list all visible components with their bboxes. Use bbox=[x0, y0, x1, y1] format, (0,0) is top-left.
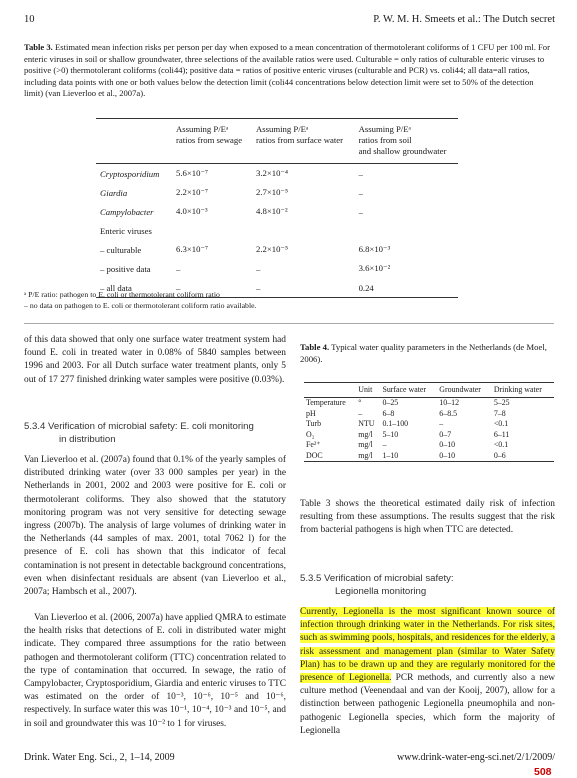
legionella-paragraph bbox=[300, 606, 555, 738]
table3-cell bbox=[252, 221, 355, 240]
table4-cell: 0.1–100 bbox=[382, 419, 409, 428]
table4-label: Table 4. bbox=[300, 342, 330, 352]
table4-cell: – bbox=[382, 440, 387, 449]
table4-row-label: Fe²⁺ bbox=[306, 440, 321, 449]
table3-row-label: – culturable bbox=[100, 244, 142, 255]
page-stamp: 508 bbox=[534, 766, 552, 778]
table3-cell: 6.8×10⁻³ bbox=[358, 244, 391, 254]
table4-cell: – bbox=[358, 408, 363, 418]
legionella-continuation: PCR methods, and currently also a new culture method (Veenendaal and van der Kooij, 2007), allow for a distinction between pathogenic Legionella pneumophila and non-pathogenic Legionella species, which form the majority of Legionella bbox=[300, 673, 555, 736]
table4-cell: <0.1 bbox=[493, 440, 509, 449]
table3-row-label: Giardia bbox=[100, 187, 128, 198]
table3-cell: 6.3×10⁻⁷ bbox=[176, 244, 209, 254]
table3-cell: 3.6×10⁻² bbox=[358, 263, 391, 273]
table3-cell bbox=[172, 221, 252, 240]
table4-cell: 6–8 bbox=[382, 408, 395, 418]
table3-cell: – bbox=[358, 187, 363, 198]
table4-row bbox=[304, 409, 554, 420]
table3-cell: – bbox=[255, 263, 261, 274]
table3-caption-text: Estimated mean infection risks per person per day when exposed to a mean concentration of thermotolerant coliforms of 1 CFU per 100 ml. For enteric viruses in soil or shallow groundwater, three selections of the available ratios were used. Culturable = only ratios of culturable enteric viruses to positive (>0) thermotolerant coliforms (coli44); positive data = ratios of positive enteric viruses (culturable and PCR) vs. coli44; all data=all ratios, including data points with one or both values below the detection limit (coli44 concentrations below detection limit were set to 50% of the detection limit) (van Lieverloo et al., 2007a). bbox=[24, 42, 550, 99]
table4 bbox=[304, 382, 554, 462]
table3-row-label: – all data bbox=[100, 282, 132, 293]
table3-row-label: Cryptosporidium bbox=[100, 168, 160, 179]
left-para-1: of this data showed that only one surface water treatment system had found E. coli in treated water in 0.08% of 5840 samples between 1996 and 2003. For all Dutch surface water treatment plants, only 5 out of 17 277 finished drinking water samples were positive (0.03%). bbox=[24, 335, 286, 385]
table3-cell: 4.0×10⁻³ bbox=[176, 206, 208, 216]
table3-row bbox=[96, 202, 458, 221]
table4-cell: 0–25 bbox=[382, 398, 399, 407]
table4-cell: – bbox=[439, 419, 444, 428]
table4-caption-text: Typical water quality parameters in the Netherlands (de Moel, 2006). bbox=[300, 342, 547, 364]
left-para-3: Van Lieverloo et al. (2006, 2007a) have applied QMRA to estimate the health risks that detections of E. coli in distributed water might indicate. They compared three assumptions for the ratio between pathogen and thermotolerant coliform (TTC) concentration related to the type of contamination that occurred. In sewage, the ratio of Campylobacter, Cryptosporidium, Giardia and enteric viruses to TTC was estimated on the order of 10⁻³, 10⁻⁶, 10⁻⁵ and 10⁻⁶, respectively. In surface water this was 10⁻¹, 10⁻⁴, 10⁻³ and 10⁻⁵, and in soil and groundwater this was 10⁻² to 1 for viruses. bbox=[24, 613, 287, 729]
table4-row bbox=[304, 440, 554, 451]
table3-cell: 5.6×10⁻⁷ bbox=[176, 168, 209, 178]
left-para-2: Van Lieverloo et al. (2007a) found that 0.1% of the yearly samples of distributed drinking water (over 33 000 samples per year) in the Netherlands in 2001, 2002 and 2003 were positive for E. coli or thermotolerant coliforms. They also showed that the statutory monitoring program was not very sensitive for detecting sewage ingress (2007b). The analysis of large volumes of drinking water in the Netherlands (44 samples of max. 2001, total 7062 l) for the presence of E. coli has shown that this indicator of fecal contamination is not present in detectable background concentrations, even when disinfectant residuals are absent (van Lieverloo et al., 2007a; Hambsch et al., 2007). bbox=[24, 455, 286, 598]
table3-row-label: Enteric viruses bbox=[100, 225, 152, 236]
right-para-1: Table 3 shows the theoretical estimated daily risk of infection resulting from these assumptions. The results suggest that the risk from bacterial pathogens is high when TTC are detected. bbox=[300, 499, 555, 536]
table3-row bbox=[96, 164, 458, 184]
table4-row bbox=[304, 451, 554, 462]
highlighted-text: Currently, Legionella is the most significant known source of infection through drinking water in the Netherlands. For risk sites, such as swimming pools, hospitals, and residences for the elderly, a risk assessment and management plan (similar to Water Safety Plan) has to be drawn up and they are regularly monitored for the presence of Legionella. bbox=[300, 607, 555, 684]
table3-col-surface: Assuming P/Eᵃ ratios from surface water bbox=[255, 124, 344, 145]
table4-cell: 6–8.5 bbox=[439, 408, 458, 418]
table3-cell: 2.7×10⁻⁵ bbox=[255, 187, 289, 197]
table3-cell: – bbox=[176, 282, 181, 293]
table4-col-param bbox=[304, 383, 356, 398]
table4-cell: ° bbox=[358, 398, 362, 407]
table4-cell: 0–10 bbox=[439, 450, 456, 460]
table4-cell: 6–11 bbox=[493, 429, 510, 439]
section-5-3-5-heading: 5.3.5 Verification of microbial safety: Legionella monitoring bbox=[300, 573, 454, 597]
table3-cell: 2.2×10⁻⁷ bbox=[176, 187, 209, 197]
table4-col-surface: Surface water bbox=[382, 385, 427, 394]
table3-corner bbox=[96, 119, 172, 164]
table4-cell: 0–6 bbox=[493, 450, 506, 460]
table4-col-drinking: Drinking water bbox=[493, 385, 542, 394]
table4-cell: NTU bbox=[358, 419, 375, 428]
section-5-3-4-heading: 5.3.4 Verification of microbial safety: E. coli monitoring in distribution bbox=[24, 421, 254, 445]
table4-cell: mg/l bbox=[358, 440, 373, 449]
section-divider bbox=[24, 323, 554, 324]
table3-cell: – bbox=[358, 206, 363, 217]
table3-cell: – bbox=[176, 263, 181, 274]
table3-cell: – bbox=[358, 168, 363, 179]
table4-cell: 5–25 bbox=[493, 398, 510, 407]
table4-header-row bbox=[304, 383, 554, 398]
table3-row-label: Campylobacter bbox=[100, 206, 154, 217]
table3-caption bbox=[24, 42, 554, 100]
table3-row bbox=[96, 240, 458, 259]
table4-cell: mg/l bbox=[358, 450, 373, 460]
table4-cell: 7–8 bbox=[493, 408, 506, 418]
table3 bbox=[96, 118, 458, 298]
table3-cell bbox=[355, 221, 458, 240]
footer-journal: Drink. Water Eng. Sci., 2, 1–14, 2009 bbox=[24, 752, 175, 763]
table3-cell: 3.2×10⁻⁴ bbox=[255, 168, 289, 178]
table4-row-label: Temperature bbox=[306, 398, 346, 407]
footer-url: www.drink-water-eng-sci.net/2/1/2009/ bbox=[397, 752, 555, 763]
table4-row-label: pH bbox=[306, 408, 316, 418]
table4-cell: 0–7 bbox=[439, 429, 452, 439]
table3-cell: – bbox=[255, 282, 261, 293]
table4-caption bbox=[300, 342, 556, 365]
table4-row-label: DOC bbox=[306, 450, 323, 460]
table3-footnote-a: ᵃ P/E ratio: pathogen to E. coli or thermotolerant coliform ratio bbox=[24, 290, 220, 299]
table3-col-soil: Assuming P/Eᵃ ratios from soil and shallow groundwater bbox=[358, 124, 447, 156]
page-number: 10 bbox=[24, 14, 35, 25]
table3-header-row bbox=[96, 119, 458, 164]
table3-row bbox=[96, 259, 458, 278]
table4-row bbox=[304, 419, 554, 430]
table4-cell: 0–10 bbox=[439, 440, 456, 449]
table3-label: Table 3. bbox=[24, 42, 53, 52]
table3-row bbox=[96, 183, 458, 202]
table3-cell: 4.8×10⁻² bbox=[255, 206, 288, 216]
table4-row-label: O₂ bbox=[306, 429, 315, 439]
table4-cell: 1–10 bbox=[382, 450, 399, 460]
table4-row bbox=[304, 398, 554, 409]
table4-cell: <0.1 bbox=[493, 419, 509, 428]
table3-footnote-b: – no data on pathogen to E. coli or thermotolerant coliform ratio available. bbox=[24, 301, 257, 310]
table4-cell: 10–12 bbox=[439, 398, 460, 407]
table3-cell: 0.24 bbox=[358, 282, 374, 293]
table4-col-unit: Unit bbox=[358, 385, 373, 394]
table3-row-label: – positive data bbox=[100, 263, 151, 274]
table4-row bbox=[304, 430, 554, 441]
table4-row-label: Turb bbox=[306, 419, 322, 428]
table4-col-ground: Groundwater bbox=[439, 385, 481, 394]
table4-cell: 5–10 bbox=[382, 429, 399, 439]
table3-col-sewage: Assuming P/Eᵃ ratios from sewage bbox=[176, 124, 243, 145]
running-head: P. W. M. H. Smeets et al.: The Dutch secret bbox=[373, 14, 555, 25]
table4-cell: mg/l bbox=[358, 429, 373, 439]
table3-row bbox=[96, 221, 458, 240]
table3-cell: 2.2×10⁻⁵ bbox=[255, 244, 289, 254]
